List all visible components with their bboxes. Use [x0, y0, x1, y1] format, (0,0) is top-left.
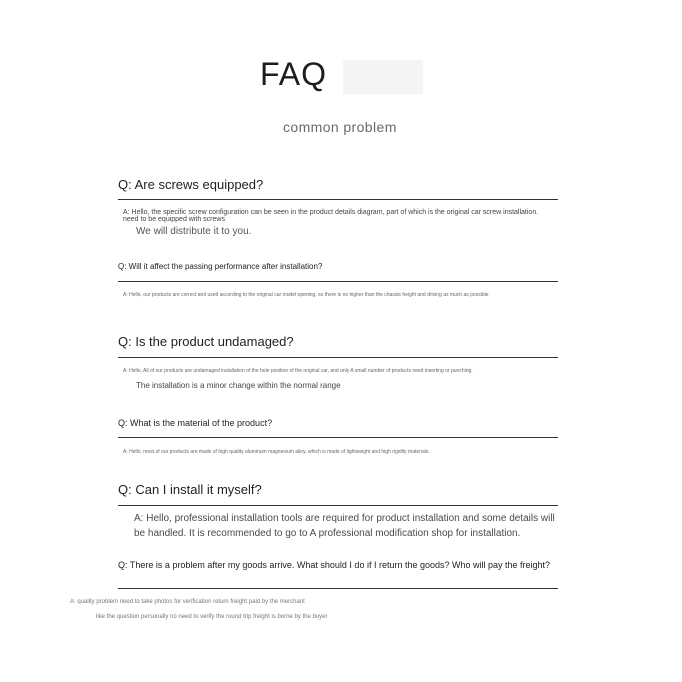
faq-rule-4	[118, 437, 558, 438]
faq-answer-6-line1: A: quality problem need to take photos for verification return freight paid by the merchant	[70, 599, 305, 605]
faq-answer-1-line2: need to be equipped with screws	[123, 216, 225, 223]
faq-question-3: Q: Is the product undamaged?	[118, 334, 294, 349]
faq-answer-1-line3: We will distribute it to you.	[136, 226, 252, 237]
faq-answer-2-line1: A: Hello, our products are correct and used according to the original car model opening, so there is no higher than the chassis height and driving as much as possible	[123, 292, 489, 298]
faq-answer-1-line1: A: Hello, the specific screw configuration can be seen in the product details diagram, part of which is the original car screw installation.	[123, 209, 539, 216]
faq-title: FAQ	[260, 56, 328, 92]
faq-answer-4-line1: A: Hello, most of our products are made of high quality aluminum magnesium alloy, which is made of lightweight and high rigidity materials.	[123, 449, 430, 455]
faq-question-5: Q: Can I install it myself?	[118, 482, 262, 497]
faq-rule-3	[118, 357, 558, 358]
faq-answer-5-line1: A: Hello, professional installation tools are required for product installation and some details will	[134, 513, 555, 524]
faq-answer-6-line2: like the question personally no need to verify the round trip freight is borne by the buyer	[96, 614, 328, 620]
title-smudge	[343, 60, 423, 94]
faq-answer-5-line2: be handled. It is recommended to go to A professional modification shop for installation.	[134, 528, 521, 539]
faq-question-4: Q: What is the material of the product?	[118, 418, 273, 428]
faq-rule-1	[118, 199, 558, 200]
faq-rule-6	[118, 588, 558, 589]
faq-question-6: Q: There is a problem after my goods arrive. What should I do if I return the goods? Who will pay the freight?	[118, 560, 551, 570]
faq-answer-3-line2: The installation is a minor change within the normal range	[136, 381, 341, 390]
faq-answer-3-line1: A: Hello, All of our products are undamaged installation of the hole position of the original car, and only A small number of products need inserting or punching.	[123, 368, 473, 374]
faq-question-1: Q: Are screws equipped?	[118, 177, 264, 192]
faq-rule-2	[118, 281, 558, 282]
faq-question-2: Q: Will it affect the passing performance after installation?	[118, 262, 323, 271]
faq-subtitle: common problem	[283, 119, 397, 135]
faq-rule-5	[118, 505, 558, 506]
